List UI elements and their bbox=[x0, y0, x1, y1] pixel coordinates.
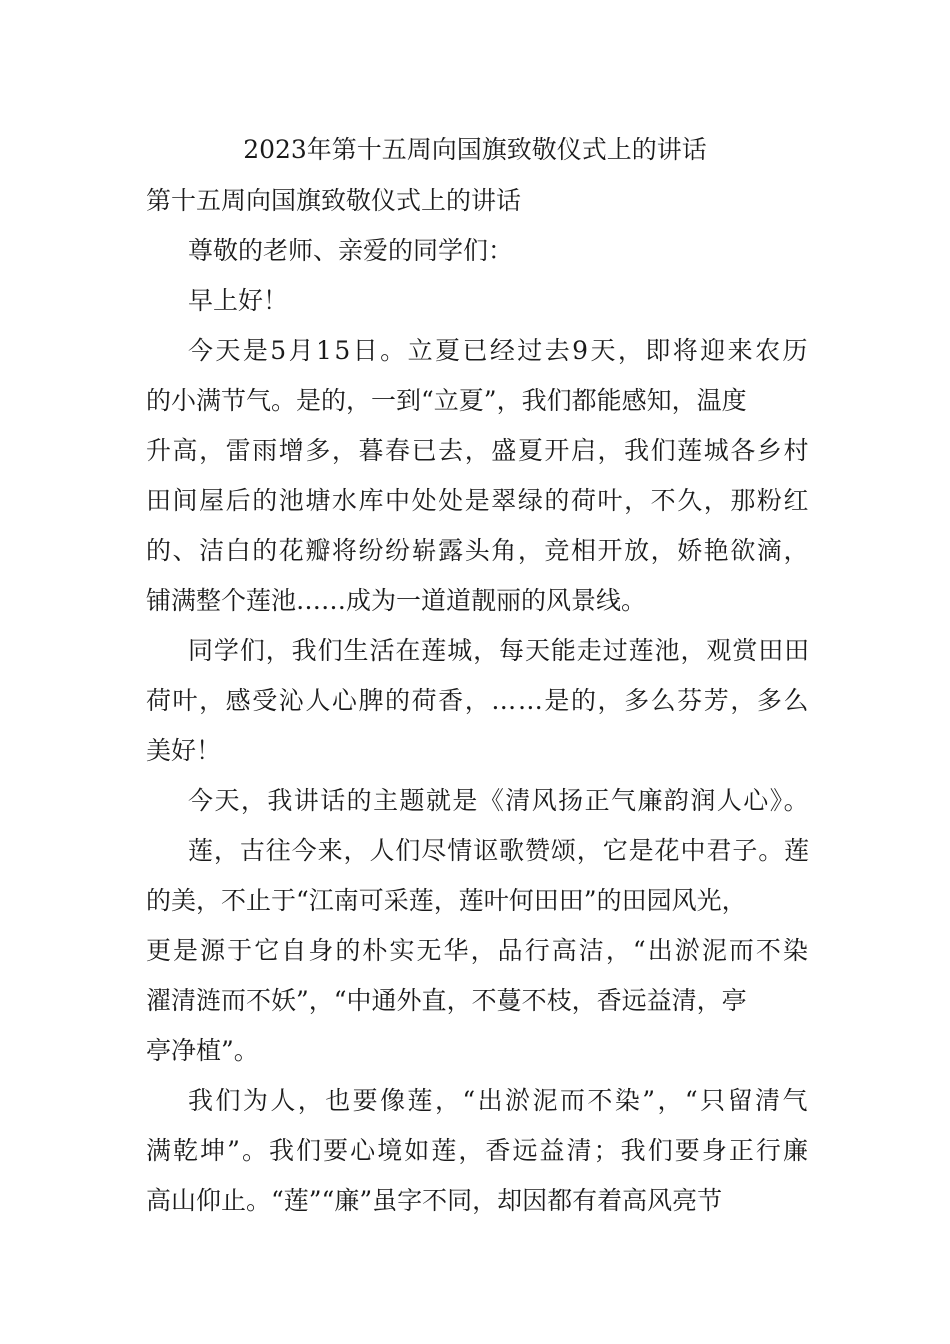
document-title: 2023年第十五周向国旗致敬仪式上的讲话 bbox=[243, 135, 707, 164]
text-line: 早上好！ bbox=[188, 286, 289, 315]
text-line: 今天是5月15日。立夏已经过去9天，即将迎来农历 bbox=[188, 336, 810, 365]
text-line: 荷叶，感受沁人心脾的荷香，……是的，多么芬芳，多么 bbox=[146, 686, 811, 715]
text-line: 的小满节气。是的，一到“立夏”，我们都能感知，温度 bbox=[146, 386, 747, 415]
text-line: 美好！ bbox=[146, 736, 222, 765]
text-line: 今天，我讲话的主题就是《清风扬正气廉韵润人心》。 bbox=[188, 786, 811, 815]
text-line: 升高，雷雨增多，暮春已去，盛夏开启，我们莲城各乡村 bbox=[146, 436, 811, 465]
text-line: 濯清涟而不妖”，“中通外直，不蔓不枝，香远益清，亭 bbox=[146, 986, 747, 1015]
text-line: 高山仰止。“莲”“廉”虽字不同，却因都有着高风亮节 bbox=[146, 1186, 723, 1215]
text-line: 铺满整个莲池……成为一道道靓丽的风景线。 bbox=[146, 586, 647, 615]
text-line: 更是源于它自身的朴实无华，品行高洁，“出淤泥而不染 bbox=[146, 936, 811, 965]
text-line: 尊敬的老师、亲爱的同学们： bbox=[188, 236, 514, 265]
text-line: 莲，古往今来，人们尽情讴歌赞颂，它是花中君子。莲 bbox=[188, 836, 811, 865]
text-line: 我们为人，也要像莲，“出淤泥而不染”，“只留清气 bbox=[188, 1086, 810, 1115]
text-line: 的美，不止于“江南可采莲，莲叶何田田”的田园风光， bbox=[146, 886, 747, 915]
text-line: 田间屋后的池塘水库中处处是翠绿的荷叶，不久，那粉红 bbox=[146, 486, 811, 515]
text-line: 的、洁白的花瓣将纷纷崭露头角，竞相开放，娇艳欲滴， bbox=[146, 536, 811, 565]
text-line: 同学们，我们生活在莲城，每天能走过莲池，观赏田田 bbox=[188, 636, 811, 665]
text-line: 满乾坤”。我们要心境如莲，香远益清；我们要身正行廉 bbox=[146, 1136, 811, 1165]
document-subtitle: 第十五周向国旗致敬仪式上的讲话 bbox=[146, 186, 522, 215]
document-body bbox=[146, 226, 810, 1226]
text-line: 亭净植”。 bbox=[146, 1036, 259, 1065]
